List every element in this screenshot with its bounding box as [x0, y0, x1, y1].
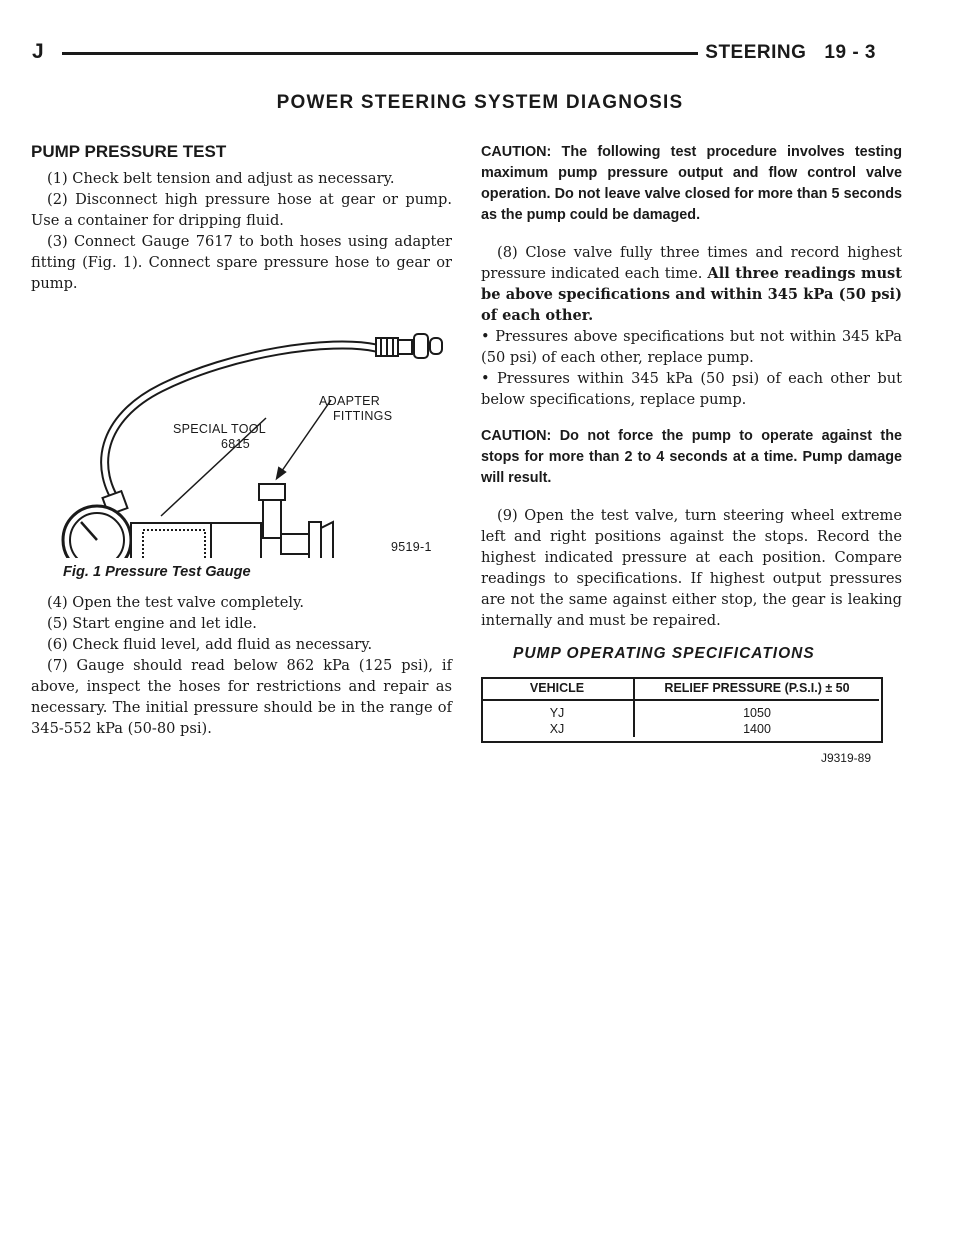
table-row: YJ 1050 — [481, 700, 879, 721]
spec-table-wrapper — [481, 677, 881, 771]
left-column — [31, 142, 452, 739]
right-column — [481, 142, 902, 771]
step-8-text: (8) Close valve fully three times and record highest pressure indicated each time. — [481, 244, 902, 282]
figure-caption: Fig. 1 Pressure Test Gauge — [63, 564, 251, 580]
bullet-item: • Pressures within 345 kPa (50 psi) of each other but below specifications, replace pump. — [481, 370, 902, 408]
header-right — [705, 42, 876, 64]
spec-table-title: PUMP OPERATING SPECIFICATIONS — [513, 645, 815, 662]
caution-pump-damage: CAUTION: The following test procedure involves testing maximum pump pressure output and flow control valve operation. Do not leave valve closed for more than 5 seconds as the pump could be damaged. — [481, 144, 902, 223]
step-5: (5) Start engine and let idle. — [47, 615, 257, 632]
col-header-vehicle: VEHICLE — [481, 677, 634, 700]
figure-id: 9519-1 — [391, 540, 432, 554]
bullet-item: • Pressures above specifications but not within 345 kPa (50 psi) of each other, replace pump. — [481, 328, 902, 366]
adapter-fittings-label: ADAPTER FITTINGS — [319, 394, 393, 423]
section-title: PUMP PRESSURE TEST — [31, 142, 227, 161]
step-8 — [481, 242, 902, 326]
pressure-gauge-figure — [31, 308, 452, 558]
step-2: (2) Disconnect high pressure hose at gear or pump. Use a container for dripping fluid. — [31, 191, 452, 229]
table-figure-id: J9319-89 — [820, 751, 871, 765]
step-4: (4) Open the test valve completely. — [47, 594, 305, 611]
step-9: (9) Open the test valve, turn steering wheel extreme left and right positions against the stops. Record the highest indicated pressure at each position. Compare readings to specifications. If highest output pressures are not the same against either stop, the gear is leaking internally and must be repaired. — [481, 507, 902, 629]
step-1: (1) Check belt tension and adjust as necessary. — [47, 170, 395, 187]
step-7: (7) Gauge should read below 862 kPa (125 psi), if above, inspect the hoses for restrictions and repair as necessary. The initial pressure should be in the range of 345-552 kPa (50-80 psi). — [31, 657, 452, 737]
special-tool-label: SPECIAL TOOL 6815 — [173, 422, 266, 451]
step-3: (3) Connect Gauge 7617 to both hoses using adapter fitting (Fig. 1). Connect spare pressure hose to gear or pump. — [31, 233, 452, 292]
col-header-pressure: RELIEF PRESSURE (P.S.I.) ± 50 — [634, 677, 879, 700]
table-row: XJ 1400 — [481, 721, 879, 737]
spec-table — [481, 677, 879, 737]
header-rule — [62, 52, 698, 55]
section-letter: J — [32, 40, 44, 63]
step-6: (6) Check fluid level, add fluid as necessary. — [47, 636, 373, 653]
chapter-title: STEERING — [705, 42, 807, 63]
page-title: POWER STEERING SYSTEM DIAGNOSIS — [276, 92, 684, 113]
caution-stops: CAUTION: Do not force the pump to operate against the stops for more than 2 to 4 seconds at a time. Pump damage will result. — [481, 428, 902, 486]
step-8-requirement: All three readings must be above specifications and within 345 kPa (50 psi) of each other. — [481, 265, 903, 324]
page-number: 19 - 3 — [824, 42, 876, 63]
